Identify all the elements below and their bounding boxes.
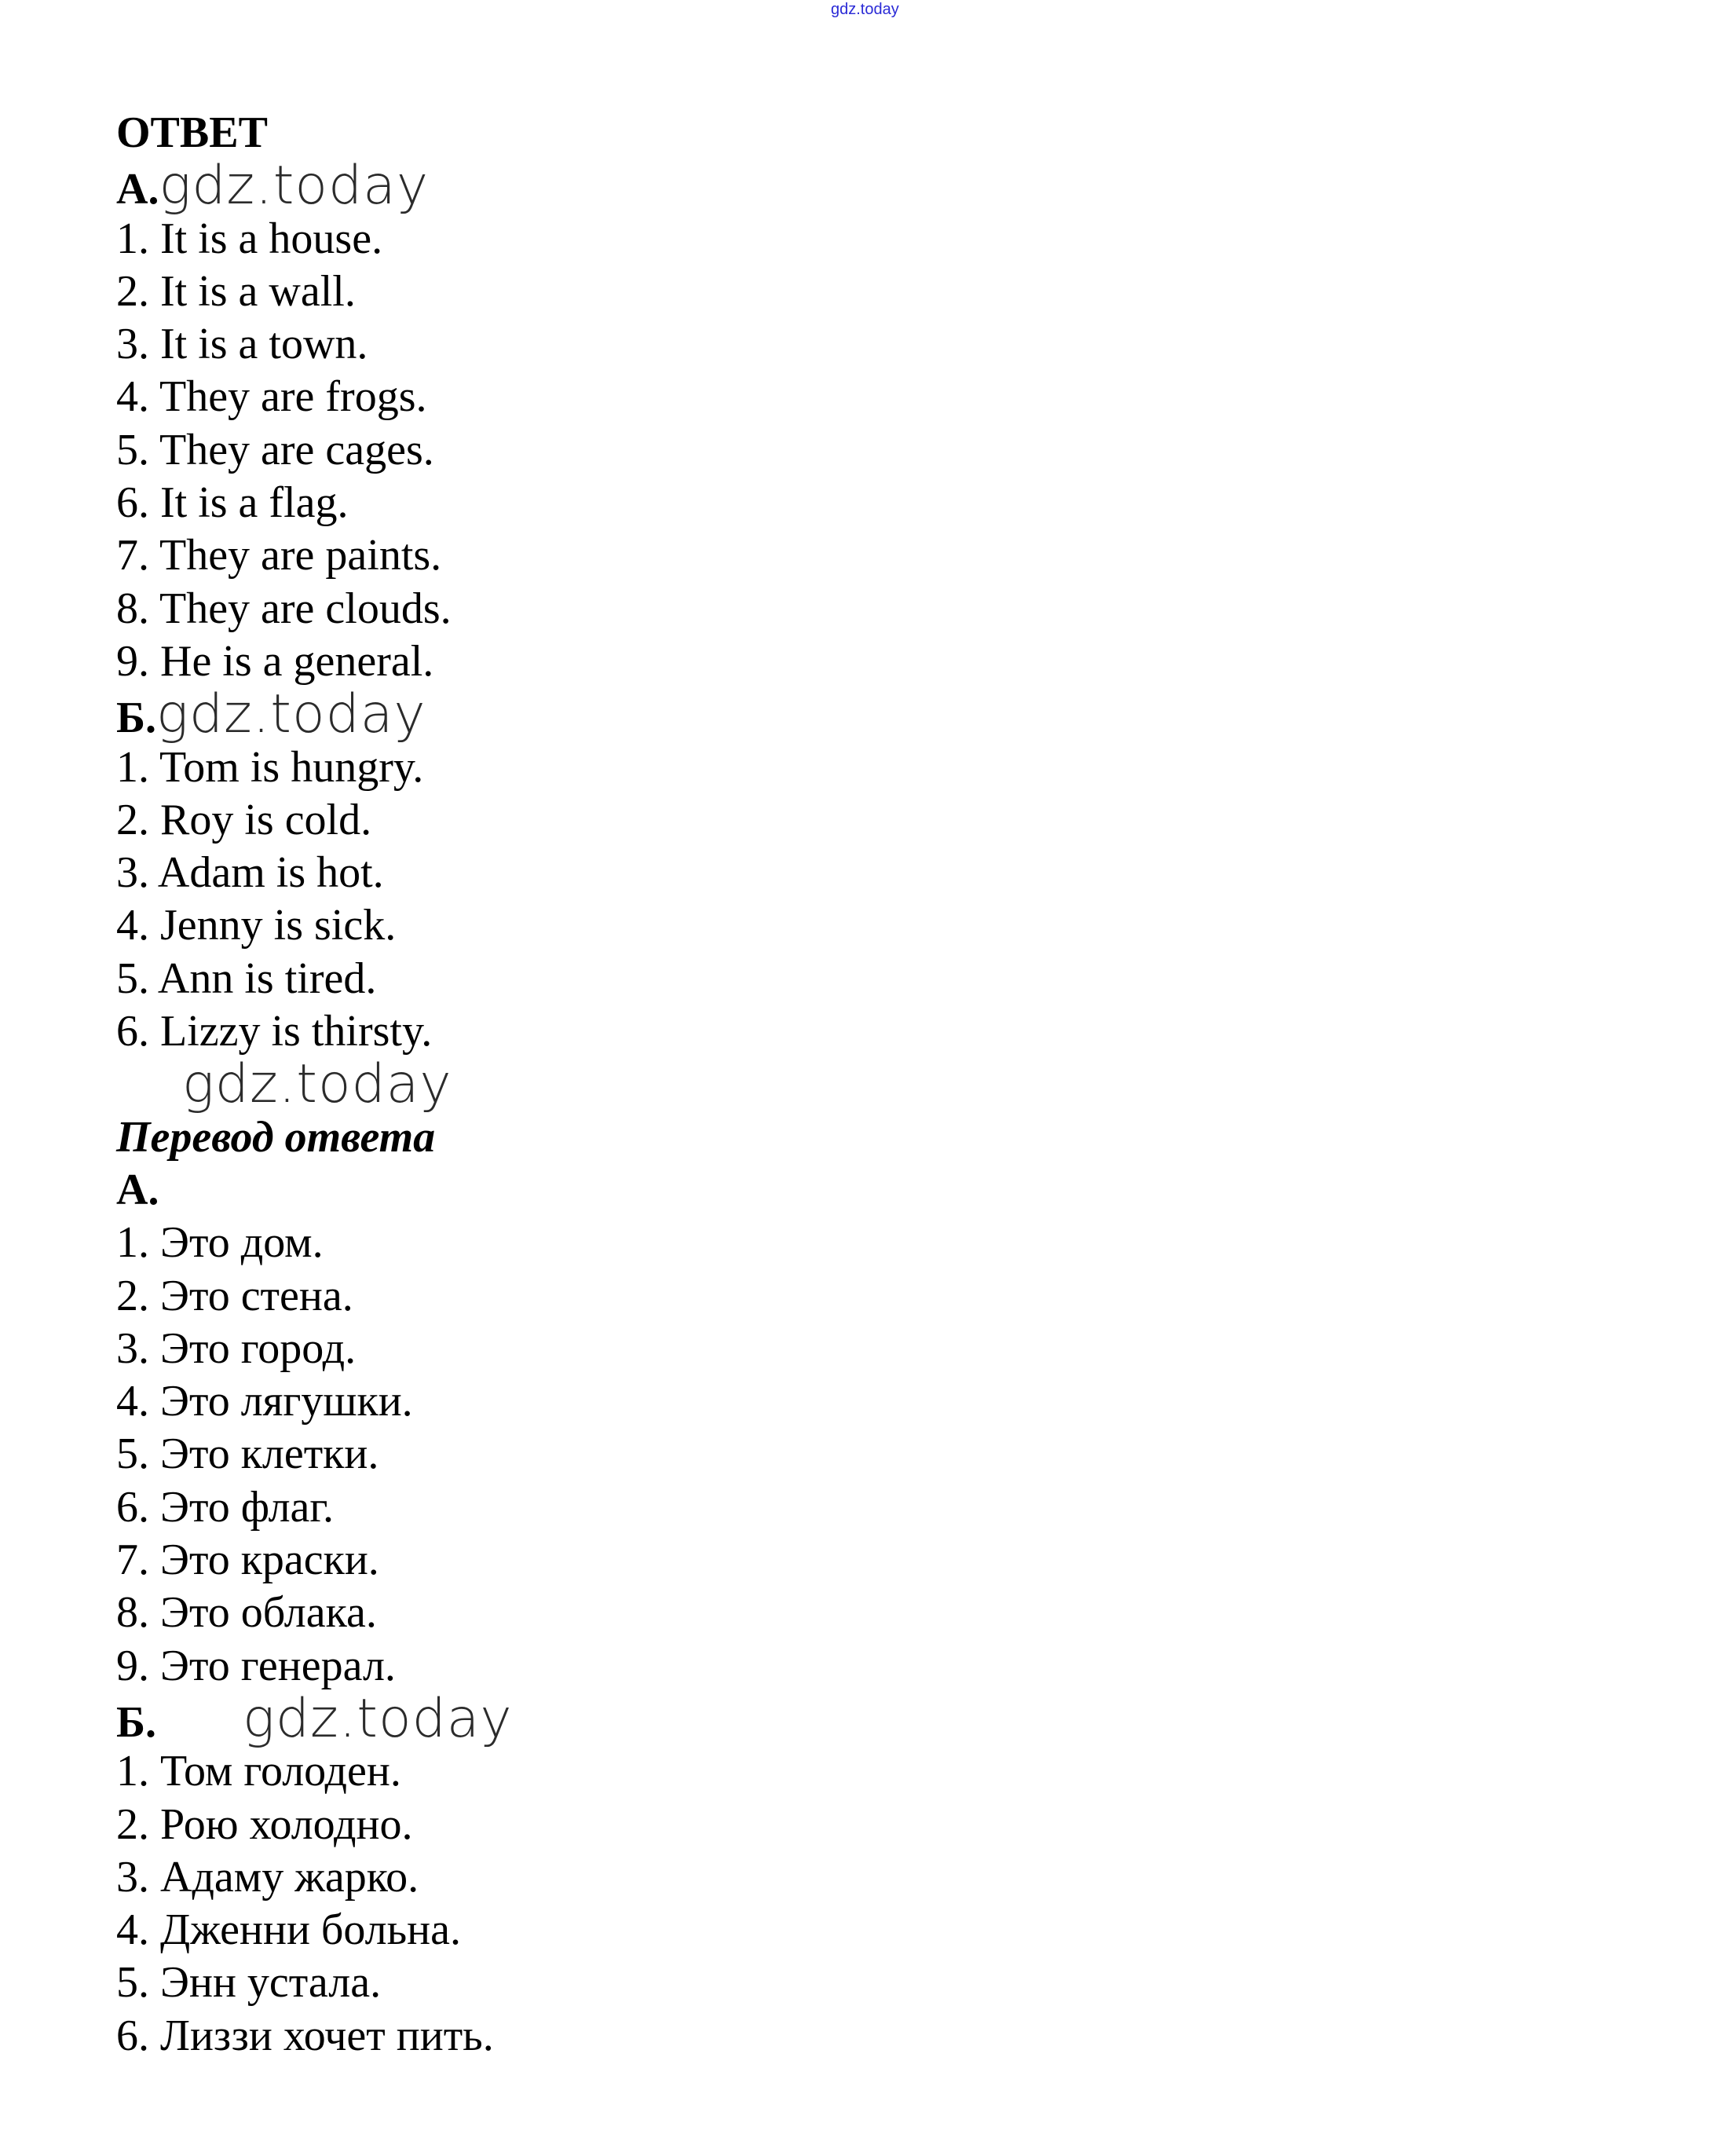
translation-b-header <box>116 1687 1294 1750</box>
list-item: 8. Это облака. <box>116 1588 377 1638</box>
translation-b-label: Б. <box>116 1697 157 1747</box>
list-item: 2. Это стена. <box>116 1271 353 1320</box>
answer-title: ОТВЕТ <box>116 108 268 157</box>
list-item: 3. Адаму жарко. <box>116 1852 419 1902</box>
translation-a-list <box>116 1217 1294 1693</box>
list-item: 5. Ann is tired. <box>116 954 377 1003</box>
list-item: 1. Это дом. <box>116 1218 324 1268</box>
header-watermark: gdz.today <box>831 1 899 18</box>
list-item: 5. They are cages. <box>116 425 434 474</box>
list-item: 8. They are clouds. <box>116 584 452 633</box>
list-item: 2. Roy is cold. <box>116 795 372 844</box>
middle-watermark-row <box>116 1053 1294 1116</box>
list-item: 3. Это город. <box>116 1323 357 1373</box>
list-item: 6. Lizzy is thirsty. <box>116 1007 433 1056</box>
section-a-watermark: gdz.today <box>159 155 430 218</box>
section-a-header <box>116 155 1294 218</box>
list-item: 5. Энн устала. <box>116 1958 382 2008</box>
answer-document <box>116 107 1294 2063</box>
list-item: 6. Это флаг. <box>116 1482 335 1532</box>
list-item: 6. It is a flag. <box>116 478 349 528</box>
list-item: 9. Это генерал. <box>116 1641 396 1690</box>
list-item: 7. They are paints. <box>116 531 442 580</box>
section-a-label: А. <box>116 165 159 214</box>
list-item: 3. It is a town. <box>116 320 368 369</box>
list-item: 9. He is a general. <box>116 636 434 686</box>
list-item: 4. Дженни больна. <box>116 1905 461 1955</box>
list-item: 7. Это краски. <box>116 1536 379 1585</box>
list-item: 4. Это лягушки. <box>116 1377 413 1426</box>
translation-b-watermark: gdz.today <box>243 1687 513 1750</box>
section-b-header <box>116 683 1294 746</box>
section-b-watermark: gdz.today <box>156 683 426 746</box>
translation-b-list <box>116 1745 1294 2063</box>
list-item: 2. It is a wall. <box>116 266 356 316</box>
section-a-list <box>116 213 1294 689</box>
list-item: 4. They are frogs. <box>116 372 427 422</box>
list-item: 1. Tom is hungry. <box>116 742 424 792</box>
section-b-list <box>116 741 1294 1059</box>
translation-title: Перевод ответа <box>116 1112 436 1162</box>
middle-watermark: gdz.today <box>182 1053 452 1116</box>
list-item: 4. Jenny is sick. <box>116 901 397 950</box>
section-b-label: Б. <box>116 694 157 743</box>
list-item: 6. Лиззи хочет пить. <box>116 2011 494 2060</box>
list-item: 2. Рою холодно. <box>116 1799 413 1849</box>
list-item: 1. Том голоден. <box>116 1747 401 1796</box>
list-item: 5. Это клетки. <box>116 1429 379 1479</box>
translation-a-label: А. <box>116 1165 159 1214</box>
list-item: 1. It is a house. <box>116 214 383 263</box>
list-item: 3. Adam is hot. <box>116 848 384 898</box>
